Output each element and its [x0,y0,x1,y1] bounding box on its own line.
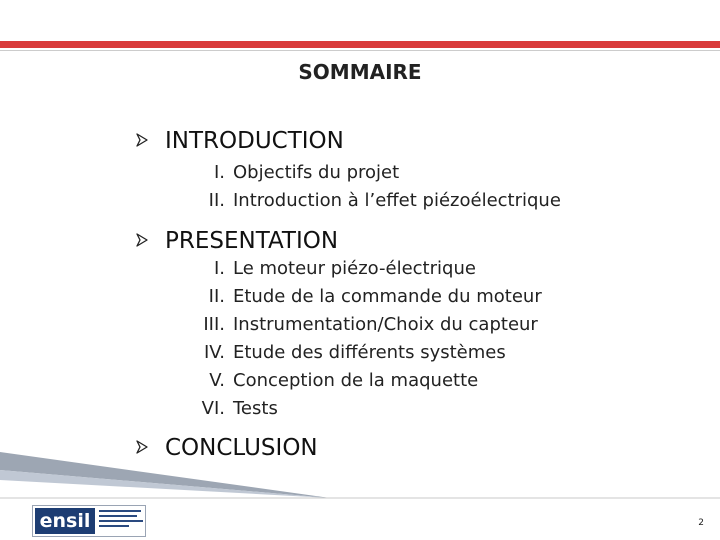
item-number: II. [208,286,225,307]
item-text: Instrumentation/Choix du capteur [233,314,538,335]
item-text: Tests [233,398,278,419]
arrow-bullet-icon [135,233,149,247]
item-number: II. [208,190,225,211]
section-title: PRESENTATION [165,228,339,254]
item-number: III. [203,314,225,335]
item-text: Le moteur piézo-électrique [233,258,476,279]
top-accent-bar [0,41,720,48]
item-number: VI. [201,398,225,419]
section-title: CONCLUSION [165,435,318,461]
ensil-logo [32,505,146,537]
footer-swoosh [0,440,720,510]
item-text: Objectifs du projet [233,162,400,183]
page-number: 2 [698,518,704,528]
section-title: INTRODUCTION [165,128,344,154]
item-number: V. [209,370,225,391]
item-text: Conception de la maquette [233,370,479,391]
slide-title: SOMMAIRE [298,60,422,84]
item-number: I. [213,258,225,279]
top-divider [0,50,720,51]
item-text: Introduction à l’effet piézoélectrique [233,190,561,211]
item-text: Etude de la commande du moteur [233,286,542,307]
item-text: Etude des différents systèmes [233,342,506,363]
item-number: IV. [203,342,225,363]
arrow-bullet-icon [135,133,149,147]
logo-tagline-lines [99,510,145,534]
logo-wordmark: ensil [35,508,95,534]
item-number: I. [213,162,225,183]
